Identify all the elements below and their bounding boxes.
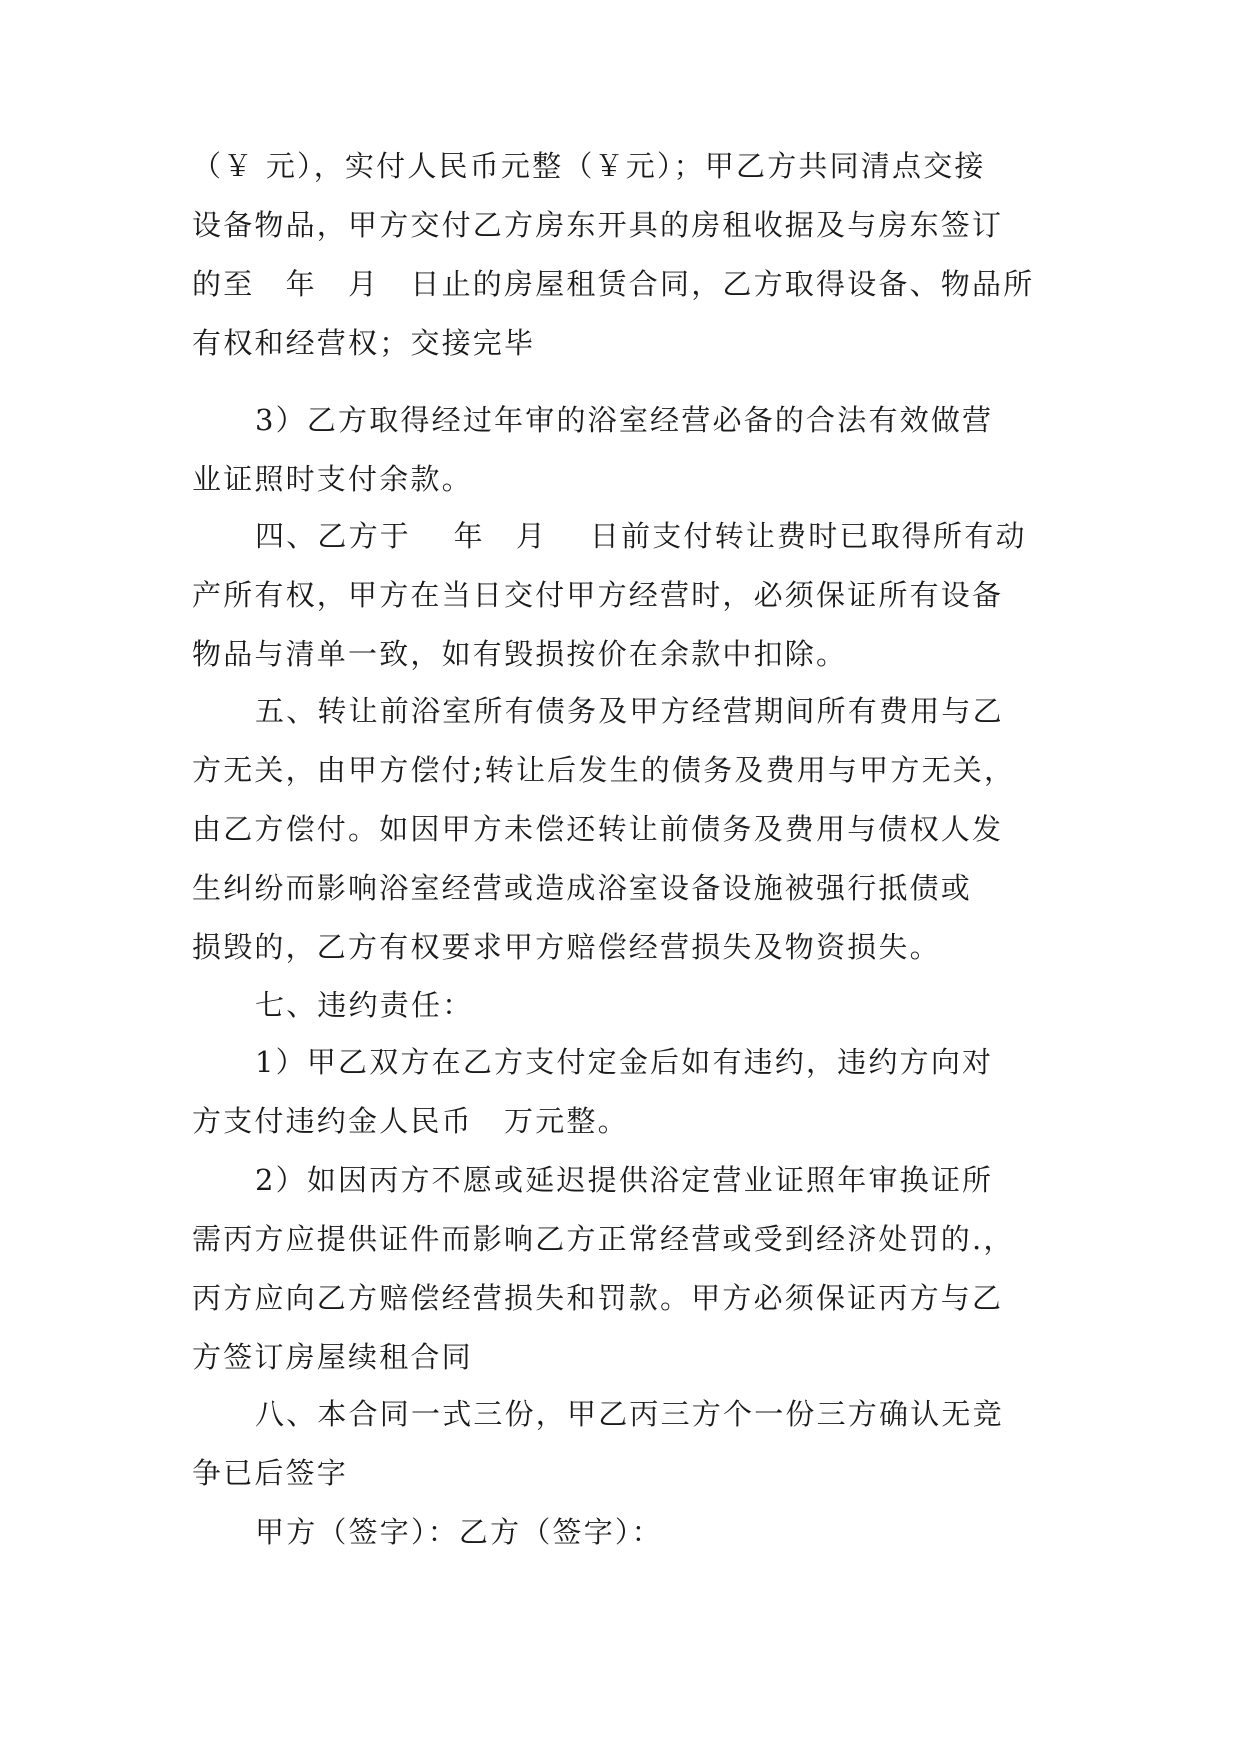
text-line: 生纠纷而影响浴室经营或造成浴室设备设施被强行抵债或: [192, 871, 973, 905]
text-line: 设备物品，甲方交付乙方房东开具的房租收据及与房东签订: [192, 208, 1004, 242]
text-line: 损毁的，乙方有权要求甲方赔偿经营损失及物资损失。: [192, 930, 941, 964]
text-line: 方支付违约金人民币 万元整。: [192, 1104, 629, 1138]
text-line: 2）如因丙方不愿或延迟提供浴定营业证照年审换证所: [255, 1163, 994, 1197]
text-line: 的至 年 月 日止的房屋租赁合同，乙方取得设备、物品所: [192, 267, 1035, 301]
text-line: 需丙方应提供证件而影响乙方正常经营或受到经济处罚的.，: [192, 1222, 1015, 1256]
text-line: 1）甲乙双方在乙方支付定金后如有违约，违约方向对: [255, 1045, 994, 1079]
signature-line: 甲方（签字）：乙方（签字）：: [255, 1515, 663, 1549]
text-line: 丙方应向乙方赔偿经营损失和罚款。甲方必须保证丙方与乙: [192, 1281, 1004, 1315]
text-line: 争已后签字: [192, 1456, 349, 1490]
text-line: 方无关，由甲方偿付;转让后发生的债务及费用与甲方无关，: [192, 753, 1016, 787]
text-line: 四、乙方于 年 月 日前支付转让费时已取得所有动: [255, 519, 1027, 553]
text-line: （￥ 元），实付人民币元整（￥元）；甲乙方共同清点交接: [192, 149, 986, 183]
text-line: 业证照时支付余款。: [192, 462, 473, 496]
text-line: 3）乙方取得经过年审的浴室经营必备的合法有效做营: [255, 403, 994, 437]
text-line: 七、违约责任：: [255, 988, 474, 1022]
text-line: 方签订房屋续租合同: [192, 1340, 473, 1374]
text-line: 物品与清单一致，如有毁损按价在余款中扣除。: [192, 637, 848, 671]
text-line: 五、转让前浴室所有债务及甲方经营期间所有费用与乙: [255, 694, 1004, 728]
text-line: 产所有权，甲方在当日交付甲方经营时，必须保证所有设备: [192, 578, 1004, 612]
text-line: 八、本合同一式三份，甲乙丙三方个一份三方确认无竞: [255, 1397, 1004, 1431]
text-line: 由乙方偿付。如因甲方未偿还转让前债务及费用与债权人发: [192, 812, 1004, 846]
text-line: 有权和经营权；交接完毕: [192, 326, 536, 360]
